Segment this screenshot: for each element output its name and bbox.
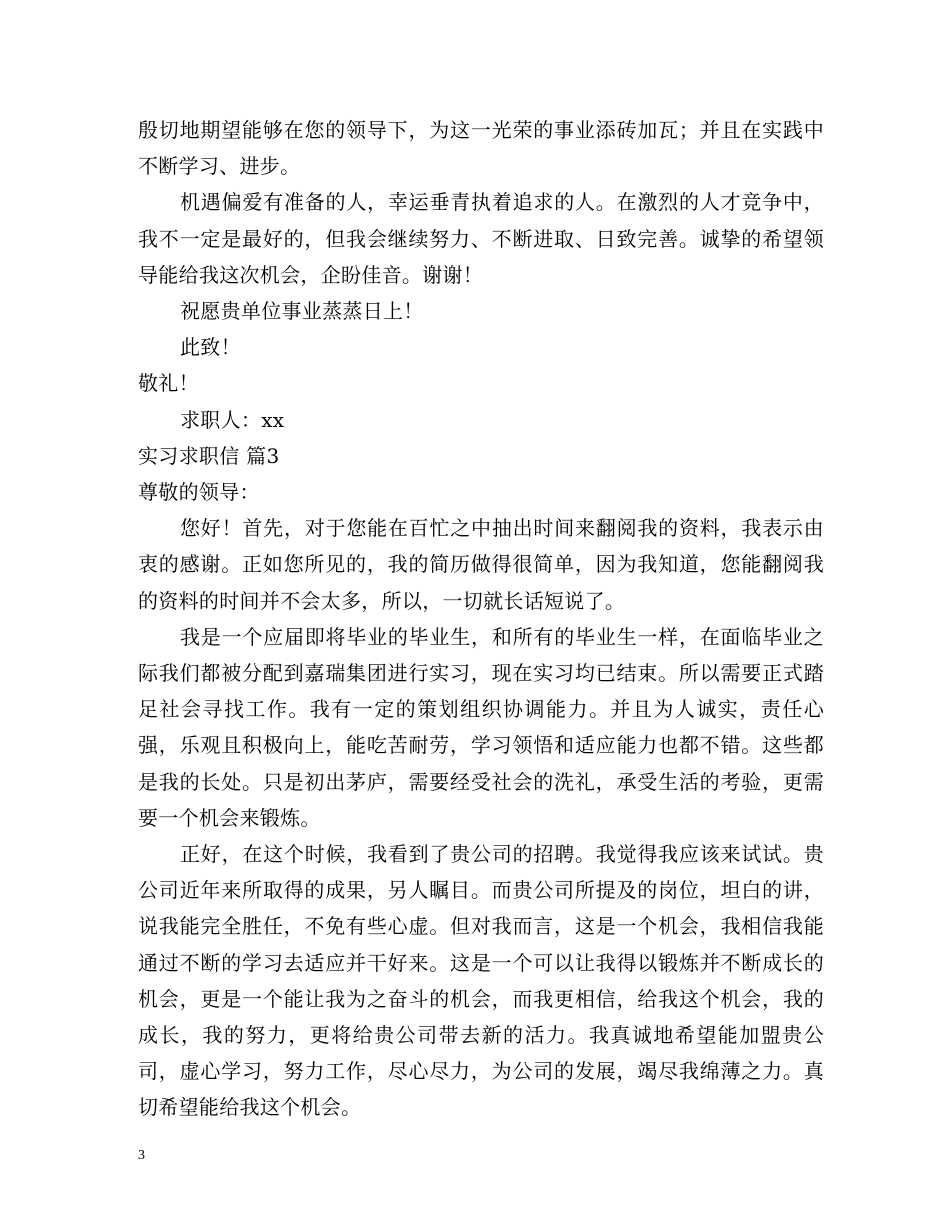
letter-body bbox=[138, 112, 824, 1126]
paragraph-2: 机遇偏爱有准备的人，幸运垂青执着追求的人。在激烈的人才竞争中，我不一定是最好的，但我会继续努力、不断进取、日致完善。诚挚的希望领导能给我这次机会，企盼佳音。谢谢！ bbox=[138, 190, 824, 287]
closing-wish: 祝愿贵单位事业蒸蒸日上！ bbox=[180, 299, 424, 324]
regards: 敬礼！ bbox=[138, 371, 199, 396]
section-heading: 实习求职信 篇3 bbox=[138, 443, 280, 468]
salutation-close: 此致！ bbox=[180, 335, 241, 360]
signature-line: 求职人：xx bbox=[180, 407, 285, 432]
page-number: 3 bbox=[138, 1148, 145, 1163]
greeting: 尊敬的领导： bbox=[138, 480, 260, 505]
paragraph-motivation: 正好，在这个时候，我看到了贵公司的招聘。我觉得我应该来试试。贵公司近年来所取得的成果，另人瞩目。而贵公司所提及的岗位，坦白的讲，说我能完全胜任，不免有些心虚。但对我而言，这是一个机会，我相信我能通过不断的学习去适应并干好来。这是一个可以让我得以锻炼并不断成长的机会，更是一个能让我为之奋斗的机会，而我更相信，给我这个机会，我的成长，我的努力，更将给贵公司带去新的活力。我真诚地希望能加盟贵公司，虚心学习，努力工作，尽心尽力，为公司的发展，竭尽我绵薄之力。真切希望能给我这个机会。 bbox=[138, 842, 824, 1120]
paragraph-intro: 您好！首先，对于您能在百忙之中抽出时间来翻阅我的资料，我表示由衷的感谢。正如您所见的，我的简历做得很简单，因为我知道，您能翻阅我的资料的时间并不会太多，所以，一切就长话短说了。 bbox=[138, 516, 824, 613]
paragraph-1: 殷切地期望能够在您的领导下，为这一光荣的事业添砖加瓦；并且在实践中不断学习、进步。 bbox=[138, 118, 824, 179]
paragraph-self-description: 我是一个应届即将毕业的毕业生，和所有的毕业生一样，在面临毕业之际我们都被分配到嘉瑞集团进行实习，现在实习均已结束。所以需要正式踏足社会寻找工作。我有一定的策划组织协调能力。并且为人诚实，责任心强，乐观且积极向上，能吃苦耐劳，学习领悟和适应能力也都不错。这些都是我的长处。只是初出茅庐，需要经受社会的洗礼，承受生活的考验，更需要一个机会来锻炼。 bbox=[138, 624, 824, 830]
